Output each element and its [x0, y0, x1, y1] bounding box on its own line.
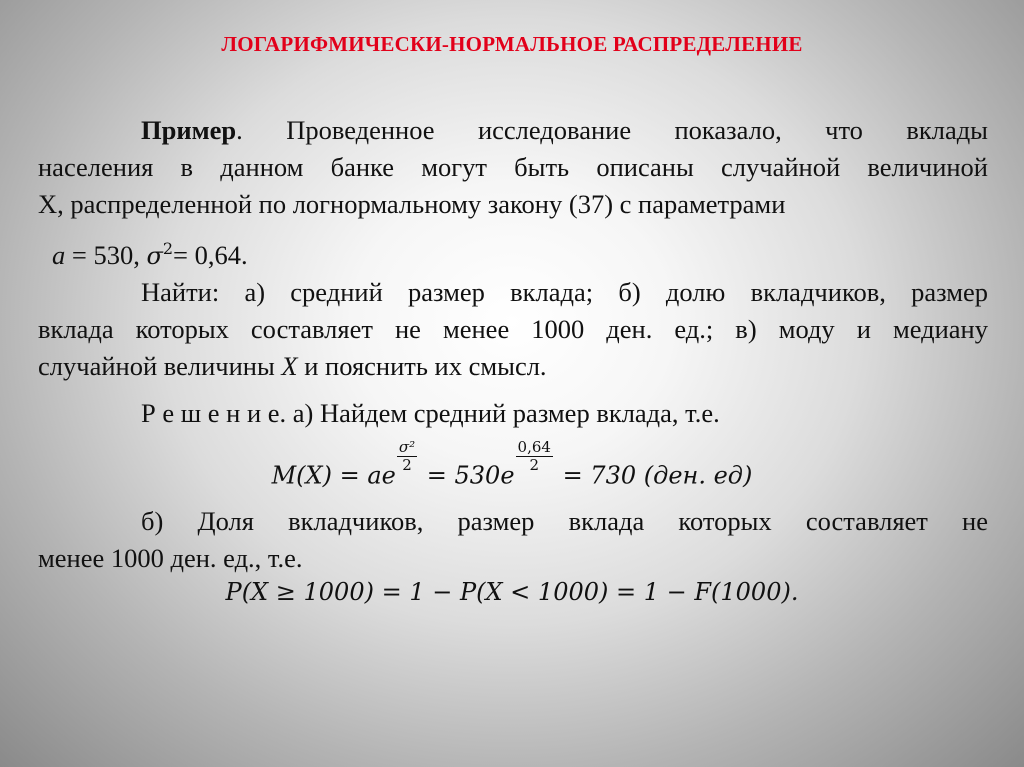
example-paragraph — [38, 112, 988, 223]
param-a-variable: a — [52, 239, 66, 270]
formula-mean-mid: = 530e — [419, 461, 515, 490]
param-sigma: σ — [146, 241, 163, 270]
solution-intro — [38, 395, 988, 432]
slide-title: ЛОГАРИФМИЧЕСКИ-НОРМАЛЬНОЕ РАСПРЕДЕЛЕНИЕ — [221, 32, 803, 56]
part-b-line-2: менее 1000 ден. ед., т.е. — [38, 543, 303, 573]
formula-mean-rhs: = 730 (ден. ед) — [554, 461, 753, 490]
example-line-3: X, распределенной по логнормальному закону (37) с параметрами — [38, 189, 786, 219]
param-a-value: = 530, — [65, 239, 147, 270]
part-b-paragraph — [38, 503, 988, 577]
example-line-2: населения в данном банке могут быть описаны случайной величиной — [38, 152, 988, 182]
formula-mean-exponent-2: $\frac{0,64}{2}$ — [517, 438, 551, 474]
formula-mean — [0, 440, 1024, 490]
formula-mean-exponent-1: $\frac{\text{σ²}}{2}$ — [398, 438, 416, 474]
example-label: Пример — [141, 115, 237, 145]
task-line-3-pre: случайной величины — [38, 351, 282, 381]
example-line-1-text: . Проведенное исследование показало, что вклады — [236, 115, 988, 145]
task-paragraph — [38, 274, 988, 385]
formula-mean-lhs: M(X) = ae — [271, 461, 396, 490]
formula-probability: P(X ≥ 1000) = 1 − P(X < 1000) = 1 − F(1000). — [225, 578, 799, 606]
task-line-1: Найти: а) средний размер вклада; б) долю вкладчиков, размер — [141, 277, 988, 307]
task-line-3-post: и пояснить их смысл. — [297, 351, 547, 381]
part-b-line-1: б) Доля вкладчиков, размер вклада которых составляет не — [141, 506, 988, 536]
parameters-line — [52, 230, 1002, 275]
task-variable-x: X — [281, 351, 298, 381]
solution-intro-text: Р е ш е н и е. а) Найдем средний размер вклада, т.е. — [141, 398, 720, 428]
param-sigma-value: = 0,64. — [173, 239, 248, 270]
task-line-2: вклада которых составляет не менее 1000 ден. ед.; в) моду и медиану — [38, 314, 988, 344]
param-sigma-exponent: 2 — [162, 239, 174, 258]
example-line-1 — [38, 112, 988, 149]
task-line-3 — [38, 348, 988, 385]
